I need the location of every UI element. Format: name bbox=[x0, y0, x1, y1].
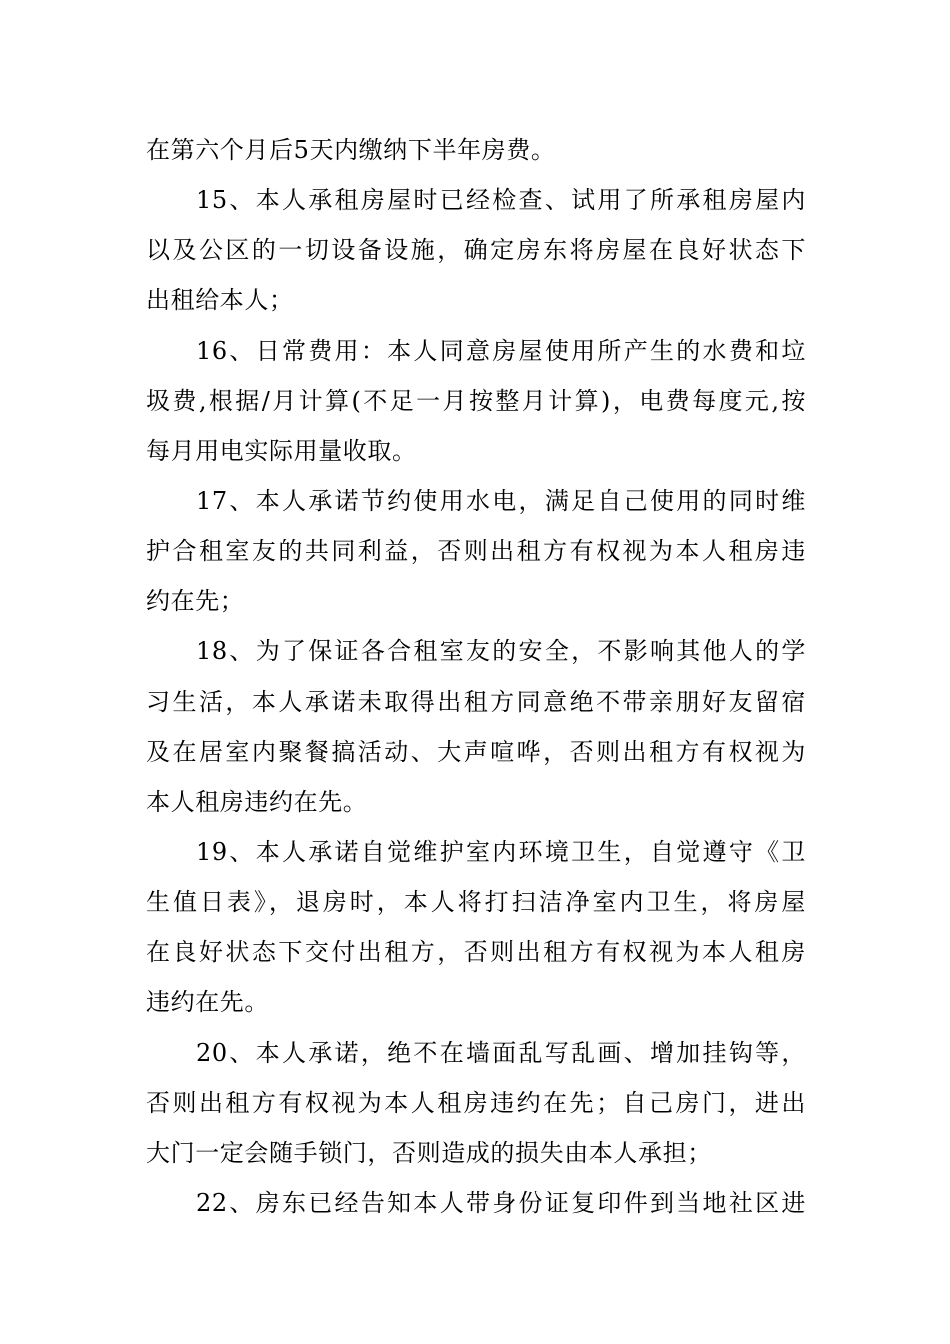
clause-20-line: 20、本人承诺，绝不在墙面乱写乱画、增加挂钩等， bbox=[196, 1039, 806, 1067]
text-line: 护合租室友的共同利益，否则出租方有权视为本人租房违 bbox=[146, 537, 806, 565]
text-line: 生值日表》，退房时，本人将打扫洁净室内卫生，将房屋 bbox=[146, 888, 806, 916]
text-line: 违约在先。 bbox=[146, 988, 269, 1016]
text-line: 在第六个月后5天内缴纳下半年房费。 bbox=[146, 136, 556, 164]
text-line: 在良好状态下交付出租方，否则出租方有权视为本人租房 bbox=[146, 938, 806, 966]
clause-17-line: 17、本人承诺节约使用水电，满足自己使用的同时维 bbox=[196, 487, 806, 515]
clause-22-line: 22、房东已经告知本人带身份证复印件到当地社区进 bbox=[196, 1189, 806, 1217]
text-line: 大门一定会随手锁门，否则造成的损失由本人承担； bbox=[146, 1139, 712, 1167]
text-line: 本人租房违约在先。 bbox=[146, 788, 368, 816]
text-line: 习生活，本人承诺未取得出租方同意绝不带亲朋好友留宿 bbox=[146, 688, 806, 716]
text-line: 否则出租方有权视为本人租房违约在先；自己房门，进出 bbox=[146, 1089, 806, 1117]
clause-19-line: 19、本人承诺自觉维护室内环境卫生，自觉遵守《卫 bbox=[196, 838, 806, 866]
text-line: 出租给本人； bbox=[146, 286, 294, 314]
text-line: 每月用电实际用量收取。 bbox=[146, 437, 417, 465]
text-line: 圾费,根据/月计算(不足一月按整月计算)，电费每度元,按 bbox=[146, 387, 806, 415]
clause-16-line: 16、日常费用：本人同意房屋使用所产生的水费和垃 bbox=[196, 337, 806, 365]
clause-18-line: 18、为了保证各合租室友的安全，不影响其他人的学 bbox=[196, 637, 806, 665]
text-line: 及在居室内聚餐搞活动、大声喧哗，否则出租方有权视为 bbox=[146, 738, 806, 766]
text-line: 约在先； bbox=[146, 587, 245, 615]
text-line: 以及公区的一切设备设施，确定房东将房屋在良好状态下 bbox=[146, 236, 806, 264]
clause-15-line: 15、本人承租房屋时已经检查、试用了所承租房屋内 bbox=[196, 186, 806, 214]
